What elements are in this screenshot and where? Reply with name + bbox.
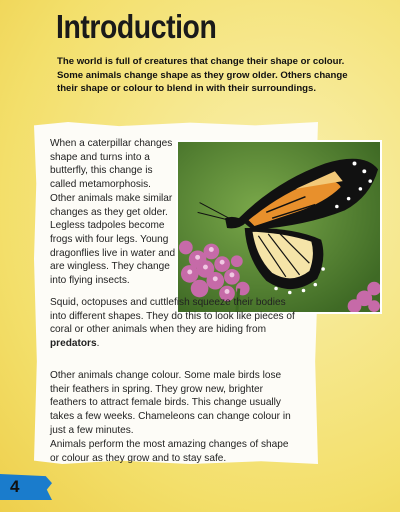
butterfly-photo (176, 140, 382, 314)
page-title: Introduction (56, 8, 217, 45)
intro-text: The world is full of creatures that change their shape or colour. Some animals change shape as they grow older. Others change their shape or colour to blend in with their surroundings. (57, 56, 348, 95)
paragraph-squid (50, 296, 300, 351)
butterfly-illustration (178, 142, 380, 312)
paragraph-conclusion: Animals perform the most amazing changes of shape or colour as they grow and to stay safe. (50, 439, 289, 464)
page-number: 4 (10, 477, 20, 496)
paragraph-squid-text: Squid, octopuses and cuttlefish squeeze their bodies into different shapes. They do this to look like pieces of coral or other animals when they are hiding from (50, 297, 295, 336)
paragraph-colour-change: Other animals change colour. Some male birds lose their feathers in spring. They grow new, brighter feathers to attract female birds. This change usually takes a few weeks. Chameleons can change colour in just a few minutes. (50, 370, 291, 436)
keyword-predators: predators (50, 338, 97, 350)
paragraph-squid-end: . (96, 338, 100, 350)
page-number-tab (0, 474, 52, 500)
paragraph-metamorphosis: When a caterpillar changes shape and turns into a butterfly, this change is called metamorphosis. Other animals make similar changes as they get older. Legless tadpoles become frogs with four legs. Young dragonflies live in water and are wingless. They change into flying insects. (50, 138, 176, 287)
